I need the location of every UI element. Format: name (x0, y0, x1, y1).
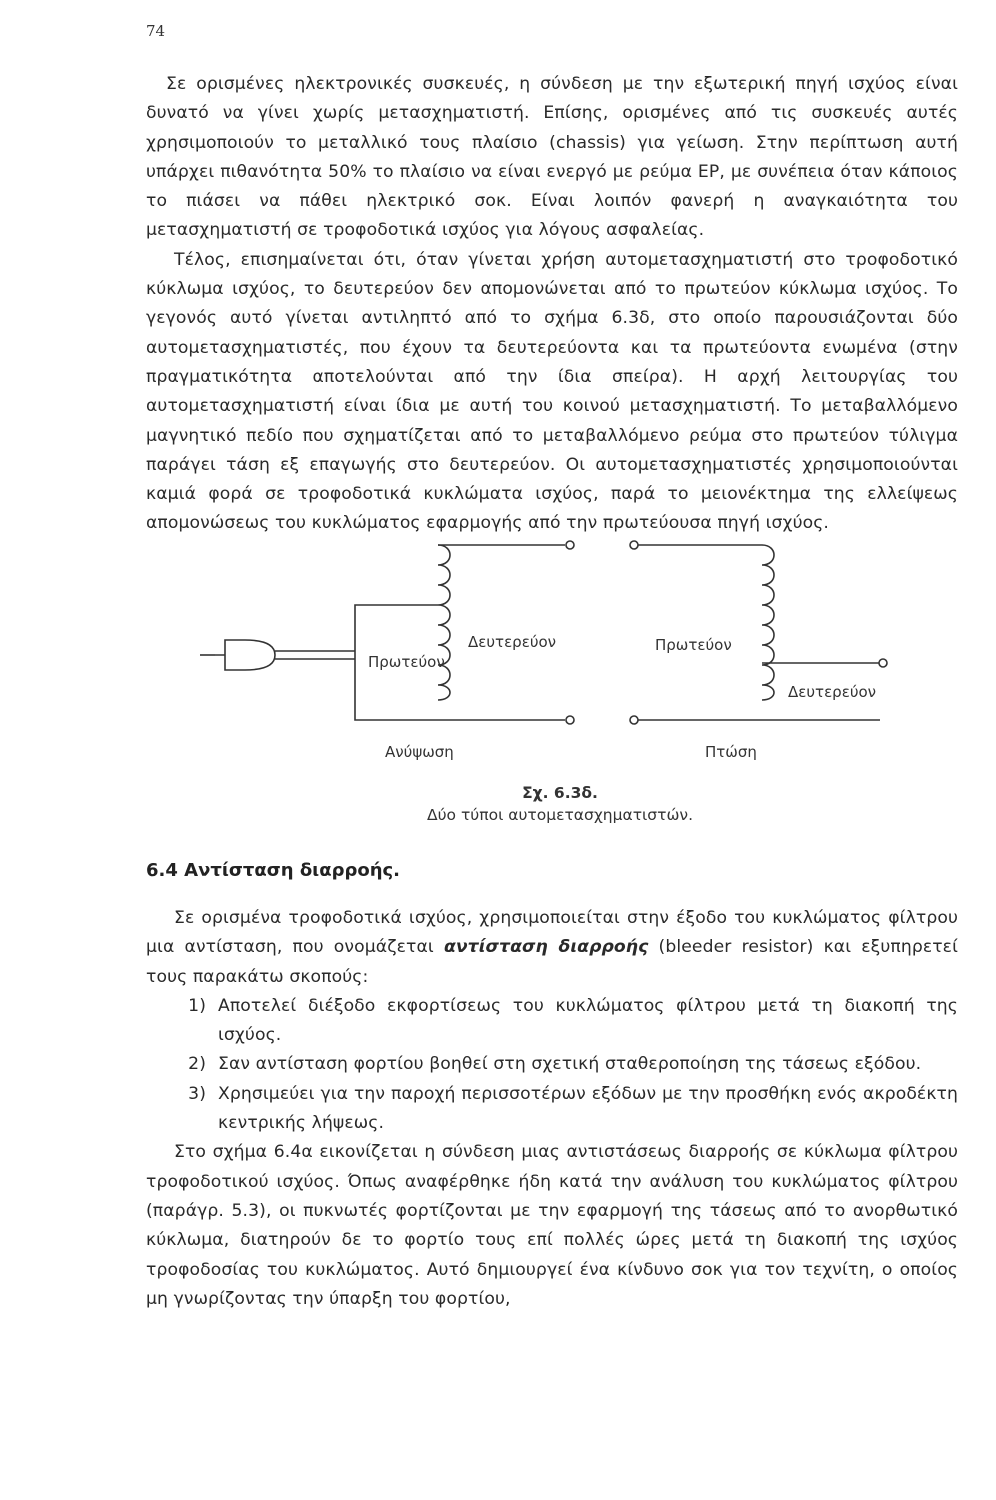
section-heading: 6.4 Αντίσταση διαρροής. (146, 860, 401, 881)
intro-text-before: Σε ορισμένα τροφοδοτικά ισχύος, χρησιμοποιείται στην έξοδο του κυκλώματος φίλτρου μια αντίσταση, που ονομάζεται (146, 908, 958, 958)
top-text-block (146, 70, 958, 539)
list-item-text: Χρησιμεύει για την παροχή περισσοτέρων εξόδων με την προσθήκη ενός ακροδέκτη κεντρικής λήψεως. (218, 1083, 958, 1134)
intro-text-after: (bleeder resistor) και εξυπηρετεί τους παρακάτω σκοπούς: (146, 937, 958, 987)
plug-icon (215, 640, 275, 670)
paragraph-chassis-safety: Σε ορισμένες ηλεκτρονικές συσκευές, η σύνδεση με την εξωτερική πηγή ισχύος είναι δυνατό να γίνει χωρίς μετασχηματιστή. Επίσης, ορισμένες από τις συσκευές αυτές χρησιμοποιούν το μεταλλικό τους πλαίσιο (chassis) για γείωση. Στην περίπτωση αυτή υπάρχει πιθανότητα 50% το πλαίσιο να είναι ενεργό με ρεύμα ΕΡ, με συνέπεια όταν κάποιος το πιάσει να πάθει ηλεκτρικό σοκ. Είναι λοιπόν φανερή η αναγκαιότητα του μετασχηματιστή σε τροφοδοτικά ισχύος για λόγους ασφαλείας. (146, 74, 958, 241)
autotransformer-diagram (200, 535, 920, 775)
autotransformer-figure (200, 535, 920, 775)
bleeder-term: αντίσταση διαρροής (443, 937, 649, 958)
label-step-up: Ανύψωση (385, 743, 454, 761)
terminal-left-top (566, 541, 574, 549)
terminal-left-bottom (566, 716, 574, 724)
list-item-number: 3) (188, 1083, 206, 1104)
coil-left (438, 545, 450, 700)
terminal-right-bottom (630, 716, 638, 724)
paragraph-bleeder-intro (146, 904, 958, 992)
list-item (146, 992, 958, 1051)
list-item (146, 1050, 958, 1079)
label-step-down: Πτώση (705, 743, 757, 761)
label-right-primary: Πρωτεύον (655, 636, 732, 654)
terminal-right-tap (879, 659, 887, 667)
page-number: 74 (146, 22, 166, 40)
label-right-secondary: Δευτερεύον (788, 683, 877, 701)
coil-right (762, 545, 774, 700)
list-item-text: Αποτελεί διέξοδο εκφορτίσεως του κυκλώματος φίλτρου μετά τη διακοπή της ισχύος. (218, 995, 958, 1046)
label-left-secondary: Δευτερεύον (468, 633, 557, 651)
paragraph-autotransformer: Τέλος, επισημαίνεται ότι, όταν γίνεται χρήση αυτομετασχηματιστή στο τροφοδοτικό κύκλωμα ισχύος, το δευτερεύον δεν απομονώνεται από το πρωτεύον κύκλωμα ισχύος. Το γεγονός αυτό γίνεται αντιληπτό από το σχήμα 6.3δ, στο οποίο παρουσιάζονται δύο αυτομετασχηματιστές, που έχουν τα δευτερεύοντα και τα πρωτεύοντα ενωμένα (στην πραγματικότητα αποτελούνται από την ίδια σπείρα). Η αρχή λειτουργίας του αυτομετασχηματιστή είναι ίδια με αυτή του κοινού μετασχηματιστή. Το μεταβαλλόμενο μαγνητικό πεδίο που σχηματίζεται από το μεταβαλλόμενο ρεύμα στο πρωτεύον τύλιγμα παράγει τάση εξ επαγωγής στο δευτερεύον. Οι αυτομετασχηματιστές χρησιμοποιούνται καμιά φορά σε τροφοδοτικά κυκλώματα ισχύος, παρά το μειονέκτημα της ελλείψεως απομονώσεως του κυκλώματος εφαρμογής από την πρωτεύουσα πηγή ισχύος. (146, 249, 958, 534)
list-item (146, 1080, 958, 1139)
list-item-text: Σαν αντίσταση φορτίου βοηθεί στη σχετική σταθεροποίηση της τάσεως εξόδου. (218, 1054, 922, 1075)
terminal-right-top (630, 541, 638, 549)
primary-tap-wire (355, 605, 438, 655)
bottom-text-block (146, 904, 958, 1314)
label-left-primary: Πρωτεύον (368, 653, 445, 671)
figure-caption-number: Σχ. 6.3δ. (522, 784, 598, 802)
list-item-number: 1) (188, 995, 206, 1016)
figure-caption-text: Δύο τύποι αυτομετασχηματιστών. (426, 806, 694, 824)
list-item-number: 2) (188, 1054, 206, 1075)
paragraph-bleeder-closing: Στο σχήμα 6.4α εικονίζεται η σύνδεση μιας αντιστάσεως διαρροής σε κύκλωμα φίλτρου τροφοδοτικού ισχύος. Όπως αναφέρθηκε ήδη κατά την ανάλυση του κυκλώματος φίλτρου (παράγρ. 5.3), οι πυκνωτές φορτίζονται με την εφαρμογή της τάσεως από το ανορθωτικό κύκλωμα, διατηρούν δε το φορτίο τους επί πολλές ώρες μετά τη διακοπή της ισχύος τροφοδοσίας του κυκλώματος. Αυτό δημιουργεί ένα κίνδυνο σοκ για τον τεχνίτη, ο οποίος μη γνωρίζοντας την ύπαρξη του φορτίου, (146, 1142, 958, 1309)
